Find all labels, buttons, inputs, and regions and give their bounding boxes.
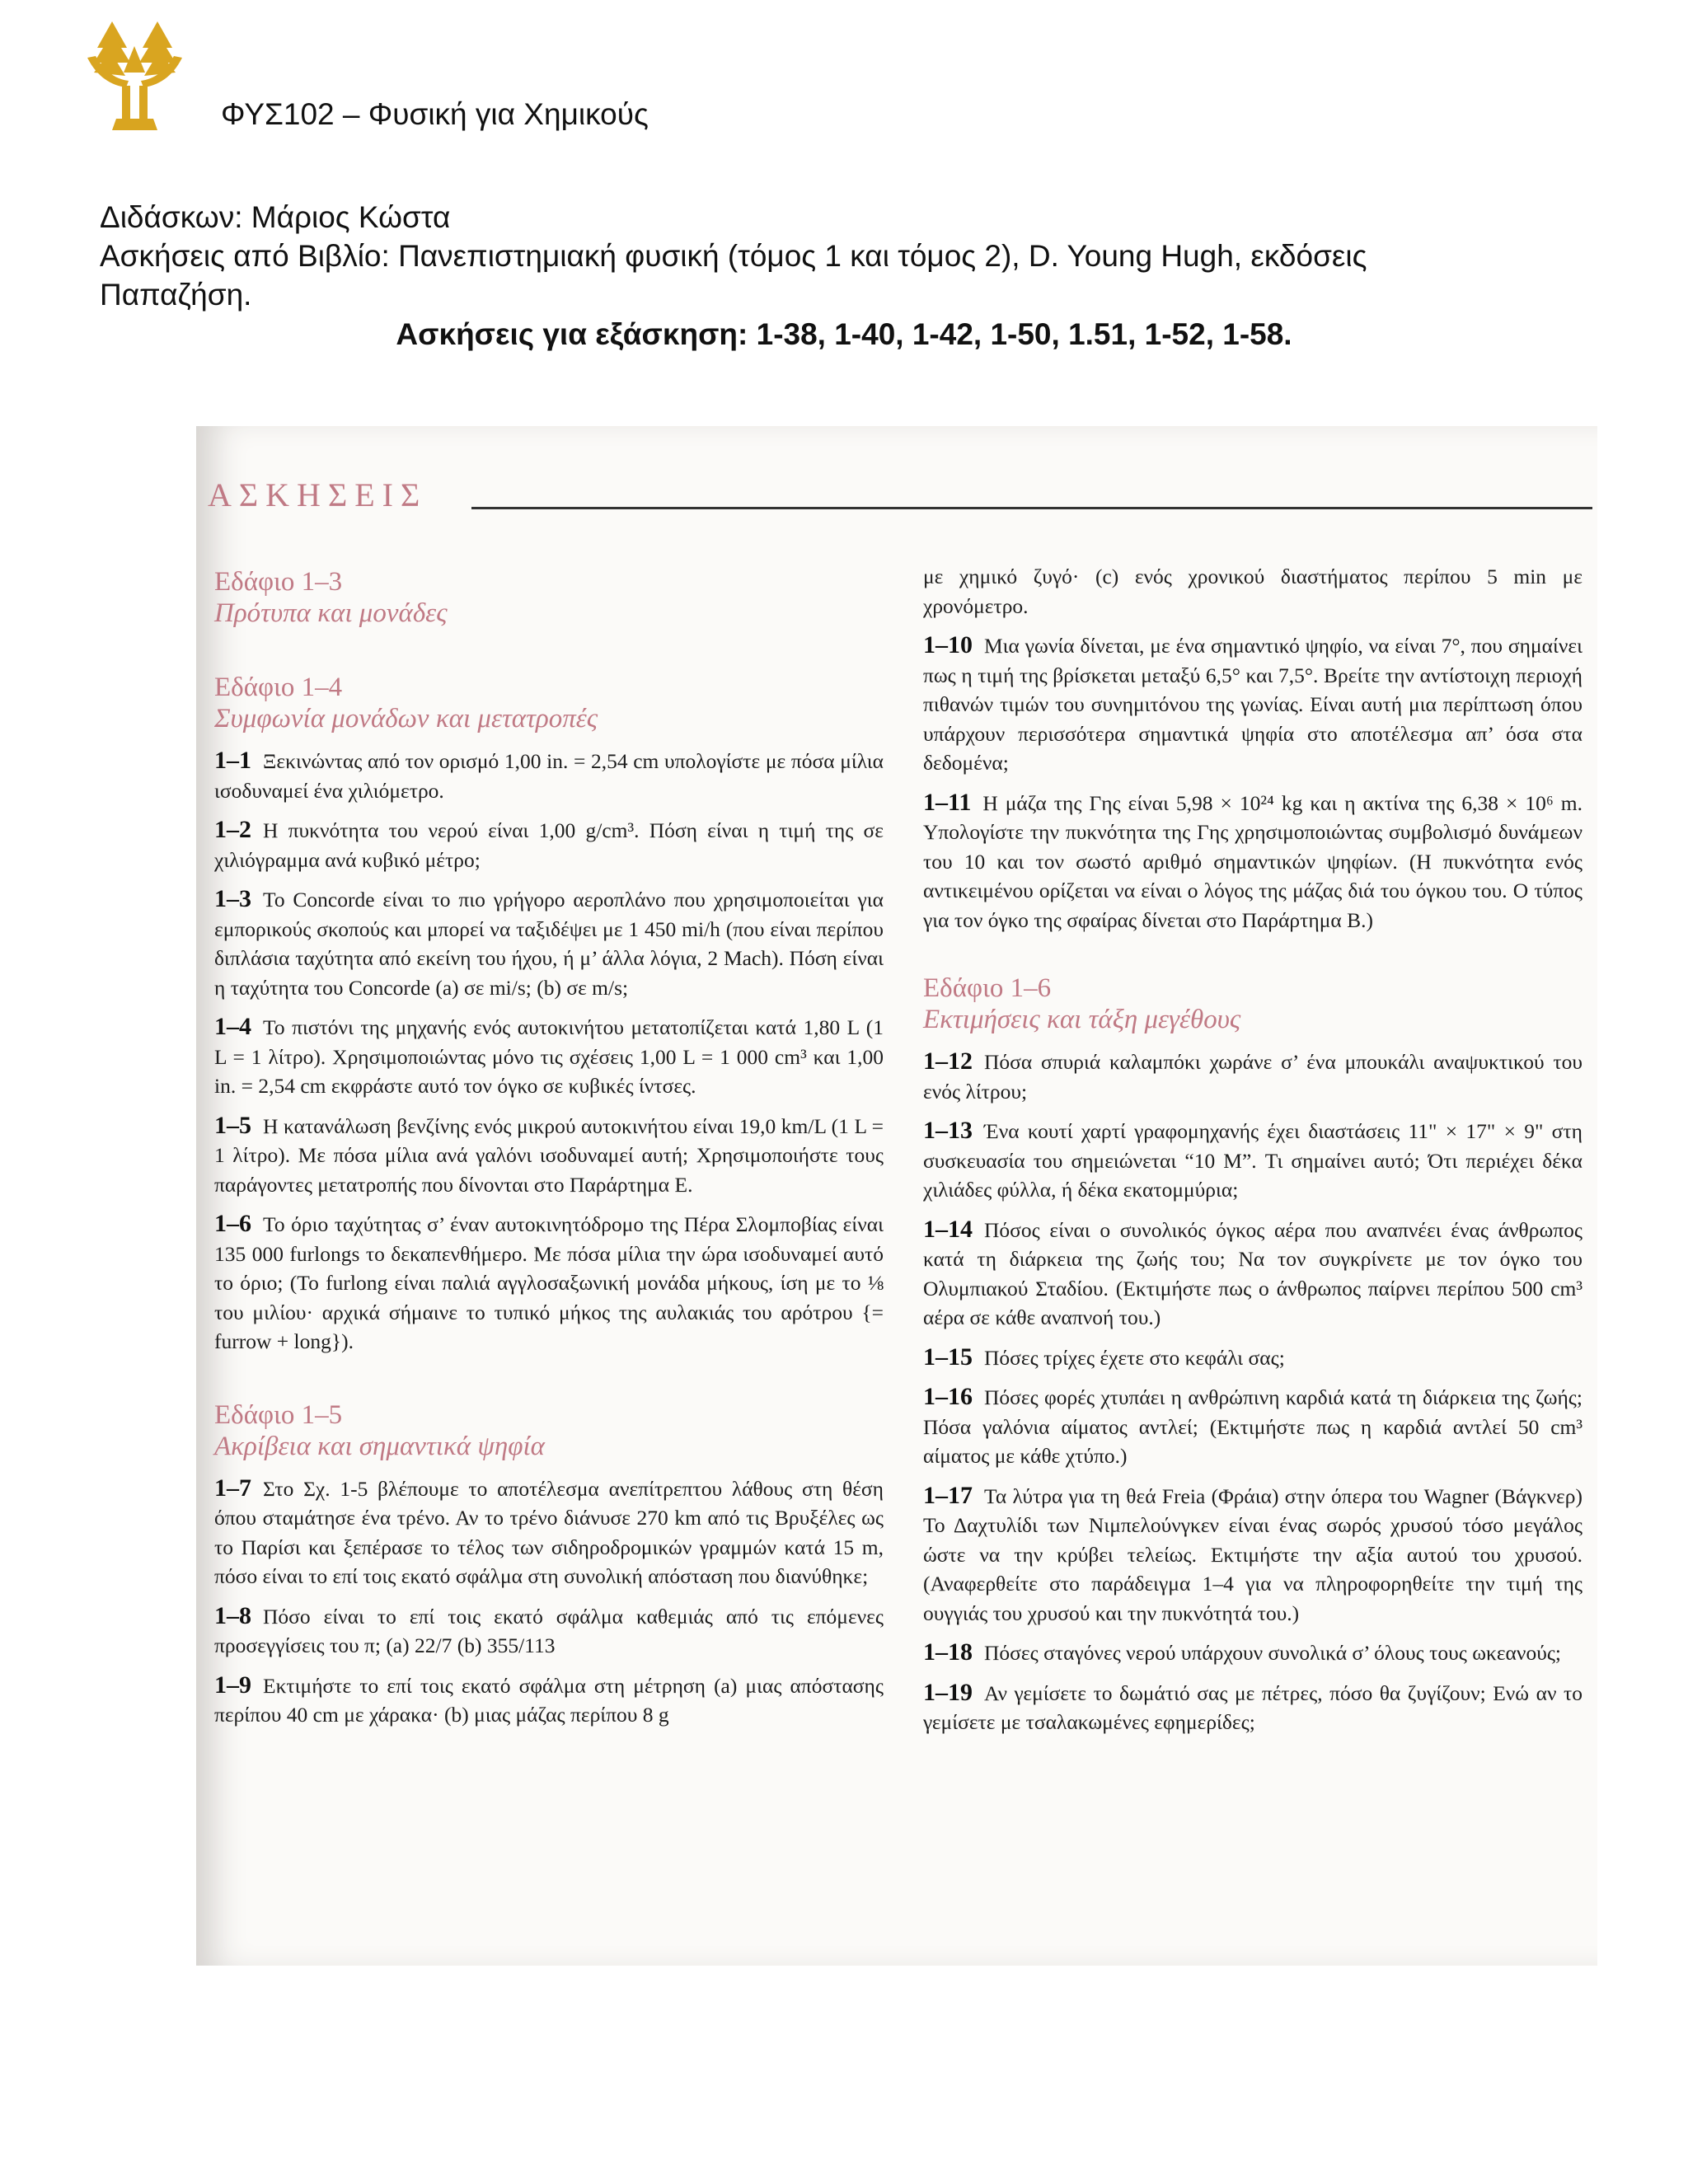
exercise-text: Μια γωνία δίνεται, με ένα σημαντικό ψηφίο, να είναι 7°, που σημαίνει πως η τιμή της βρίσκεται μεταξύ 6,5° και 7,5°. Βρείτε την αντίστοιχη περιοχή πιθανών τιμών του συνημιτόνου της γωνίας. Είναι αυτή μια περίπτωση όπου υπάρχουν περισσότερα σημαντικά ψηφία στο αποτέλεσμα απ’ όσα στα δεδομένα; xyxy=(923,634,1582,775)
exercise-number: 1–15 xyxy=(923,1343,973,1371)
exercise-text: Τα λύτρα για τη θεά Freia (Φράια) στην όπερα του Wagner (Βάγκνερ) Το Δαχτυλίδι των Νιμπελούνγκεν είναι ένας σωρός χρυσού τόσο μεγάλος ώστε να την κρύβει τελείως. Εκτιμήστε την αξία αυτού του χρυσού. (Αναφερθείτε στο παράδειγμα 1–4 για να πληροφορηθείτε την τιμή της ουγγιάς του χρυσού και την πυκνότητά του.) xyxy=(923,1483,1582,1625)
section-label: Εδάφιο 1–4 xyxy=(214,673,343,702)
section-1-4 xyxy=(214,672,884,1357)
exercise-number: 1–8 xyxy=(214,1601,251,1629)
exercise-item xyxy=(923,1343,1582,1373)
exercise-item xyxy=(923,1638,1582,1668)
exercise-text: Ένα κουτί χαρτί γραφομηχανής έχει διαστάσεις 11" × 17" × 9" στη συσκευασία του σημειώνεται “10 M”. Τι σημαίνει αυτό; Ότι περιέχει δέκα χιλιάδες φύλλα, ή δέκα εκατομμύρια; xyxy=(923,1119,1582,1202)
course-info xyxy=(100,198,1583,314)
exercise-item xyxy=(214,746,884,805)
exercise-item xyxy=(214,1601,884,1661)
practice-exercises: Ασκήσεις για εξάσκηση: 1-38, 1-40, 1-42, 1-50, 1.51, 1-52, 1-58. xyxy=(396,317,1292,351)
instructor-line: Διδάσκων: Μάριος Κώστα xyxy=(100,200,451,234)
exercise-text: Πόσες φορές χτυπάει η ανθρώπινη καρδιά κατά τη διάρκεια της ζωής; Πόσα γαλόνια αίματος αντλεί; (Εκτιμήστε πως η καρδιά αντλεί 50 cm³ αίματος με κάθε χτύπο.) xyxy=(923,1385,1582,1468)
exercise-item xyxy=(214,815,884,874)
exercise-number: 1–1 xyxy=(214,747,251,774)
exercise-item xyxy=(214,1474,884,1591)
exercise-text: Αν γεμίσετε το δωμάτιό σας με πέτρες, πόσο θα ζυγίζουν; Ενώ αν το γεμίσετε με τσαλακωμένες εφημερίδες; xyxy=(923,1680,1582,1734)
section-1-6 xyxy=(923,972,1582,1737)
exercise-number: 1–9 xyxy=(214,1671,251,1699)
exercise-item xyxy=(923,630,1582,778)
exercise-text: Πόσος είναι ο συνολικός όγκος αέρα που αναπνέει ένας άνθρωπος κατά τη διάρκεια της ζωής του; Να τον συγκρίνετε με τον όγκο του Ολυμπιακού Σταδίου. (Εκτιμήστε πως ο άνθρωπος παίρνει περίπου 500 cm³ αέρα σε κάθε αναπνοή του.) xyxy=(923,1217,1582,1329)
section-1-5 xyxy=(214,1399,884,1730)
exercise-text: Η μάζα της Γης είναι 5,98 × 10²⁴ kg και η ακτίνα της 6,38 × 10⁶ m. Υπολογίστε την πυκνότητα της Γης χρησιμοποιώντας συμβολισμό δυνάμεων του 10 και τον σωστό αριθμό σημαντικών ψηφίων. (Η πυκνότητα ενός αντικειμένου ορίζεται να είναι ο λόγος της μάζας διά του όγκου του. Ο τύπος για τον όγκο της σφαίρας δίνεται στο Παράρτημα Β.) xyxy=(923,790,1582,932)
exercise-number: 1–17 xyxy=(923,1481,973,1509)
course-title: ΦΥΣ102 – Φυσική για Χημικούς xyxy=(221,97,649,131)
section-title: Συμφωνία μονάδων και μετατροπές xyxy=(214,704,598,733)
exercise-number: 1–16 xyxy=(923,1383,973,1410)
exercise-number: 1–14 xyxy=(923,1215,973,1243)
exercise-item xyxy=(923,1481,1582,1629)
exercises-title: ΑΣΚΗΣΕΙΣ xyxy=(208,476,428,513)
section-title: Ακρίβεια και σημαντικά ψηφία xyxy=(214,1431,545,1461)
exercise-number: 1–12 xyxy=(923,1047,973,1075)
exercise-text: Το Concorde είναι το πιο γρήγορο αεροπλάνο που χρησιμοποιείται για εμπορικούς σκοπούς και μπορεί να ταξιδέψει με 1 450 mi/h (που είναι περίπου διπλάσια ταχύτητα από εκείνη του ήχου, ή μ’ άλλα λόγια, 2 Mach). Πόση είναι η ταχύτητα του Concorde (a) σε mi/s; (b) σε m/s; xyxy=(214,888,884,1000)
heading-rule xyxy=(471,507,1592,509)
section-label: Εδάφιο 1–3 xyxy=(214,567,343,597)
exercise-text: Το πιστόνι της μηχανής ενός αυτοκινήτου μετατοπίζεται κατά 1,80 L (1 L = 1 λίτρο). Χρησιμοποιώντας μόνο τις σχέσεις 1,00 L = 1 000 cm³ και 1,00 in. = 2,54 cm εκφράστε αυτό τον όγκο σε κυβικές ίντσες. xyxy=(214,1015,884,1098)
section-title: Εκτιμήσεις και τάξη μεγέθους xyxy=(923,1005,1241,1034)
exercise-number: 1–5 xyxy=(214,1111,251,1139)
exercise-number: 1–3 xyxy=(214,885,251,912)
exercise-item xyxy=(214,1012,884,1101)
exercise-text: Εκτιμήστε το επί τοις εκατό σφάλμα στη μέτρηση (a) μιας απόστασης περίπου 40 cm με χάρακα· (b) μιας μάζας περίπου 8 g xyxy=(214,1673,884,1727)
exercise-item xyxy=(214,1671,884,1730)
exercise-number: 1–11 xyxy=(923,788,972,816)
section-1-3 xyxy=(214,566,884,629)
exercise-number: 1–13 xyxy=(923,1117,973,1144)
exercise-text: Πόσες τρίχες έχετε στο κεφάλι σας; xyxy=(984,1345,1285,1370)
section-label: Εδάφιο 1–5 xyxy=(214,1399,343,1430)
exercise-item xyxy=(923,1678,1582,1737)
university-logo-icon xyxy=(79,21,190,130)
exercise-item xyxy=(923,1116,1582,1205)
exercise-text: Στο Σχ. 1-5 βλέπουμε το αποτέλεσμα ανεπίτρεπτου λάθους στη θέση όπου σταμάτησε ένα τρένο. Αν το τρένο διάνυσε 270 km από τις Βρυξέλες ως το Παρίσι και ξεπέρασε το τέλος των σιδηροδρομικών γραμμών κατά 15 m, πόσο είναι το επί τοις εκατό σφάλμα στη συνολική απόσταση που διανύθηκε; xyxy=(214,1476,884,1588)
exercise-number: 1–10 xyxy=(923,631,973,658)
exercise-number: 1–2 xyxy=(214,816,251,843)
exercise-item xyxy=(923,788,1582,935)
exercise-item xyxy=(923,1382,1582,1471)
exercise-text: Πόσα σπυριά καλαμπόκι χωράνε σ’ ένα μπουκάλι αναψυκτικού του ενός λίτρου; xyxy=(923,1050,1582,1104)
section-title: Πρότυπα και μονάδες xyxy=(214,598,448,628)
exercise-text: Η κατανάλωση βενζίνης ενός μικρού αυτοκινήτου είναι 19,0 km/L (1 L = 1 λίτρο). Με πόσα μίλια ανά γαλόνι ισοδυναμεί αυτή; Χρησιμοποιήστε τους παράγοντες μετατροπής που δίνονται στο Παράρτημα Ε. xyxy=(214,1113,884,1197)
exercises-heading xyxy=(208,476,1592,525)
right-column xyxy=(923,562,1582,1752)
exercise-text: Το όριο ταχύτητας σ’ έναν αυτοκινητόδρομο της Πέρα Σλομποβίας είναι 135 000 furlongs το δεκαπενθήμερο. Με πόσα μίλια την ώρα ισοδυναμεί αυτό το όριο; (Το furlong είναι παλιά αγγλοσαξωνική μονάδα μήκους, ίση με το ⅛ του μιλίου· αρχικά σήμαινε το τυπικό μήκος της αυλακιάς του αρότρου {= furrow + long}). xyxy=(214,1212,884,1353)
section-label: Εδάφιο 1–6 xyxy=(923,973,1052,1003)
left-column xyxy=(214,566,884,1745)
exercise-text: Πόσες σταγόνες νερού υπάρχουν συνολικά σ’ όλους τους ωκεανούς; xyxy=(984,1641,1562,1665)
exercise-number: 1–18 xyxy=(923,1638,973,1666)
exercise-number: 1–19 xyxy=(923,1678,973,1706)
exercise-text: Ξεκινώντας από τον ορισμό 1,00 in. = 2,54 cm υπολογίστε με πόσα μίλια ισοδυναμεί ένα χιλιόμετρο. xyxy=(214,749,884,803)
scanned-book-page xyxy=(196,426,1597,1966)
exercise-text: Η πυκνότητα του νερού είναι 1,00 g/cm³. Πόση είναι η τιμή της σε χιλιόγραμμα ανά κυβικό μέτρο; xyxy=(214,818,884,872)
exercise-number: 1–7 xyxy=(214,1474,251,1502)
exercise-item xyxy=(214,884,884,1002)
exercise-text: Πόσο είναι το επί τοις εκατό σφάλμα καθεμιάς από τις επόμενες προσεγγίσεις του π; (a) 22/7 (b) 355/113 xyxy=(214,1604,884,1657)
exercise-number: 1–4 xyxy=(214,1013,251,1040)
exercise-item xyxy=(214,1111,884,1200)
exercise-continuation: με χημικό ζυγό· (c) ενός χρονικού διαστήματος περίπου 5 min με χρονόμετρο. xyxy=(923,565,1582,618)
exercise-item xyxy=(923,1215,1582,1333)
source-line: Ασκήσεις από Βιβλίο: Πανεπιστημιακή φυσική (τόμος 1 και τόμος 2), D. Young Hugh, εκδόσεις xyxy=(100,239,1367,273)
exercise-item xyxy=(214,1209,884,1357)
source-line-continued: Παπαζήση. xyxy=(100,278,252,312)
exercise-number: 1–6 xyxy=(214,1210,251,1237)
exercise-item xyxy=(923,1047,1582,1106)
